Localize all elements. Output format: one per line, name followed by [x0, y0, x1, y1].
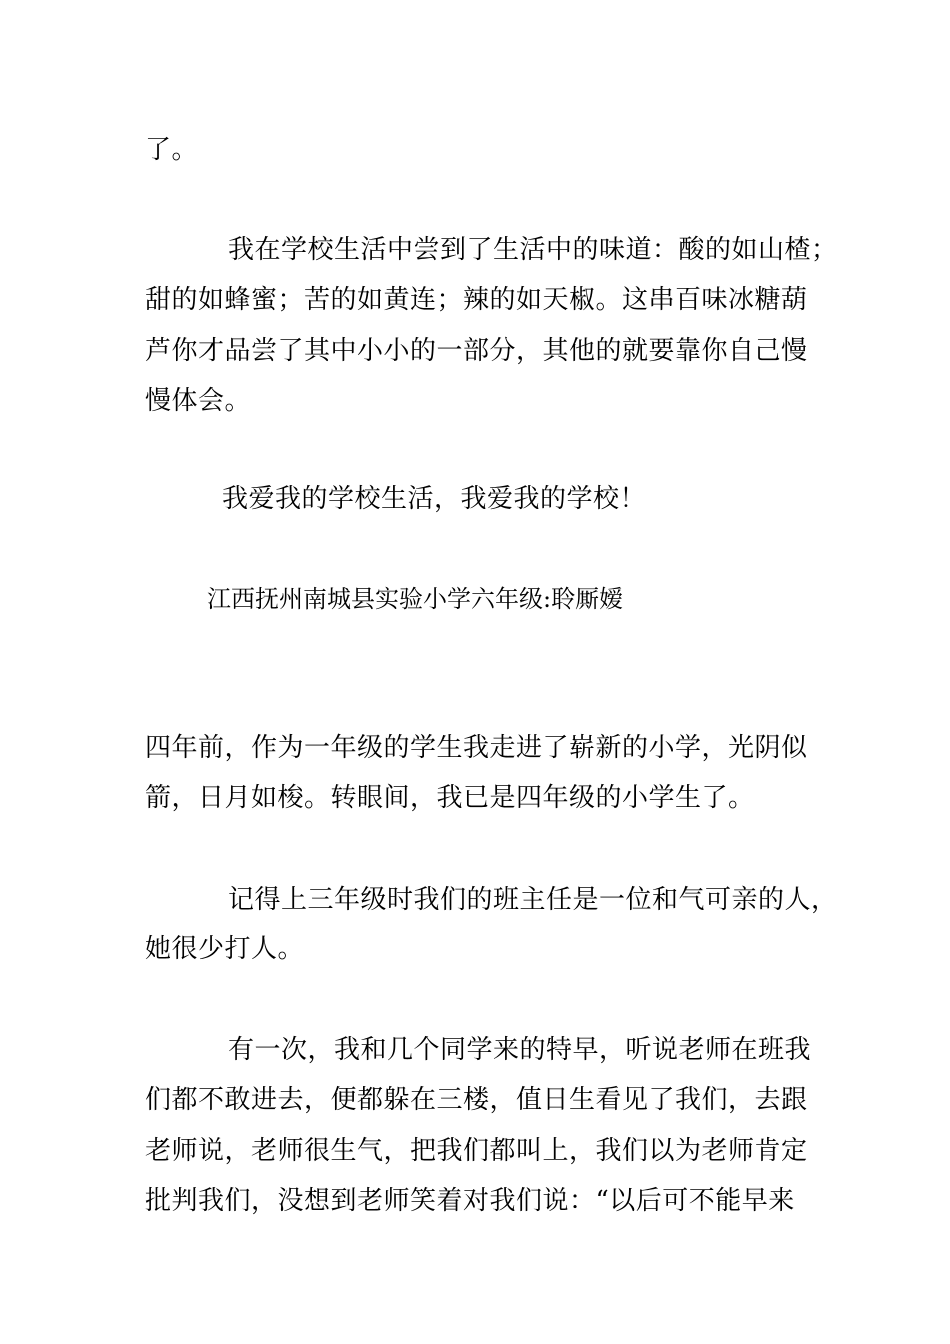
paragraph-line: 我在学校生活中尝到了生活中的味道：酸的如山楂；	[228, 235, 838, 265]
paragraph-line: 她很少打人。	[145, 934, 305, 964]
paragraph-line: 记得上三年级时我们的班主任是一位和气可亲的人，	[228, 885, 838, 915]
author-signature: 江西抚州南城县实验小学六年级:聆厮嫒	[207, 585, 624, 613]
paragraph-line: 了。	[145, 135, 199, 165]
paragraph-line: 批判我们，没想到老师笑着对我们说：“以后可不能早来	[145, 1186, 795, 1216]
paragraph-line: 甜的如蜂蜜；苦的如黄连；辣的如天椒。这串百味冰糖葫	[145, 285, 808, 315]
paragraph-line: 我爱我的学校生活，我爱我的学校！	[222, 484, 647, 514]
paragraph-line: 们都不敢进去，便都躲在三楼，值日生看见了我们，去跟	[145, 1085, 808, 1115]
paragraph-line: 老师说，老师很生气，把我们都叫上，我们以为老师肯定	[145, 1136, 808, 1166]
paragraph-line: 慢体会。	[145, 386, 252, 416]
paragraph-line: 箭，日月如梭。转眼间，我已是四年级的小学生了。	[145, 783, 755, 813]
paragraph-line: 四年前，作为一年级的学生我走进了崭新的小学，光阴似	[145, 733, 808, 763]
paragraph-line: 有一次，我和几个同学来的特早，听说老师在班我	[228, 1035, 812, 1065]
paragraph-line: 芦你才品尝了其中小小的一部分，其他的就要靠你自己慢	[145, 336, 808, 366]
